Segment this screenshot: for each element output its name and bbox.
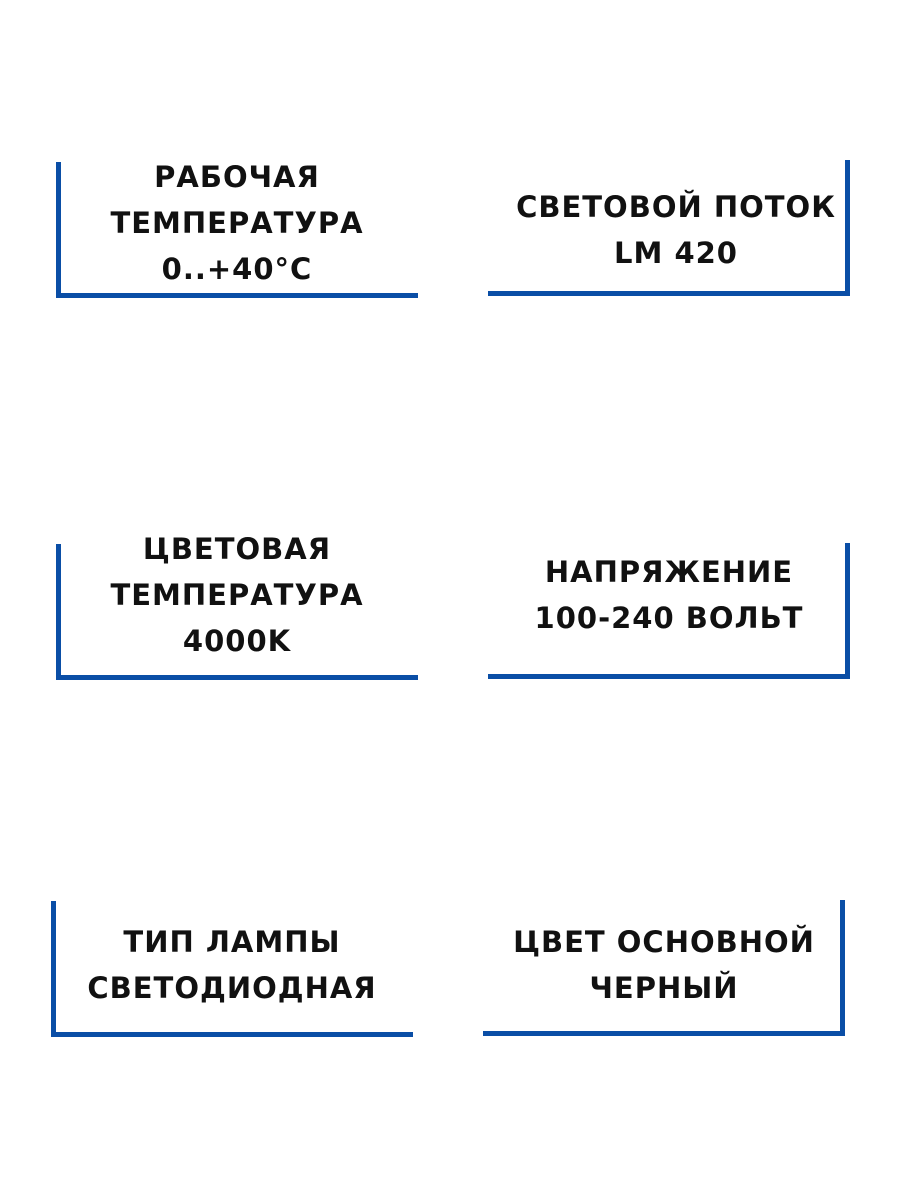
spec-line: ЦВЕТОВАЯ [142,532,332,566]
spec-card-color-temperature [56,532,418,680]
spec-text [506,184,846,276]
spec-text [66,526,408,664]
spec-line: ТИП ЛАМПЫ [123,925,341,959]
card-left-border [56,544,61,680]
card-bottom-border [51,1032,413,1037]
spec-line: ТЕМПЕРАТУРА [110,578,364,612]
spec-line: 4000K [182,624,292,658]
spec-line: СВЕТОДИОДНАЯ [87,971,377,1005]
card-right-border [840,900,845,1036]
spec-line: 100-240 ВОЛЬТ [534,601,804,635]
card-bottom-border [488,291,850,296]
spec-line: ТЕМПЕРАТУРА [110,206,364,240]
card-bottom-border [483,1031,845,1036]
spec-text [498,549,840,641]
spec-line: ЧЕРНЫЙ [589,971,739,1005]
spec-line: СВЕТОВОЙ ПОТОК [516,190,836,224]
card-bottom-border [56,293,418,298]
card-left-border [51,901,56,1037]
spec-line: РАБОЧАЯ [154,160,320,194]
card-bottom-border [56,675,418,680]
spec-line: 0..+40°C [161,252,313,286]
spec-card-voltage [488,543,850,679]
spec-card-luminous-flux [488,160,850,296]
spec-card-lamp-type [51,901,413,1037]
card-right-border [845,543,850,679]
spec-line: ЦВЕТ ОСНОВНОЙ [513,925,815,959]
spec-card-main-color [483,900,845,1036]
spec-text [493,919,835,1011]
card-bottom-border [488,674,850,679]
spec-text [61,919,403,1011]
card-left-border [56,162,61,298]
spec-card-operating-temperature [56,162,418,298]
spec-line: LM 420 [614,236,738,270]
spec-text [66,154,408,292]
spec-line: НАПРЯЖЕНИЕ [544,555,794,589]
